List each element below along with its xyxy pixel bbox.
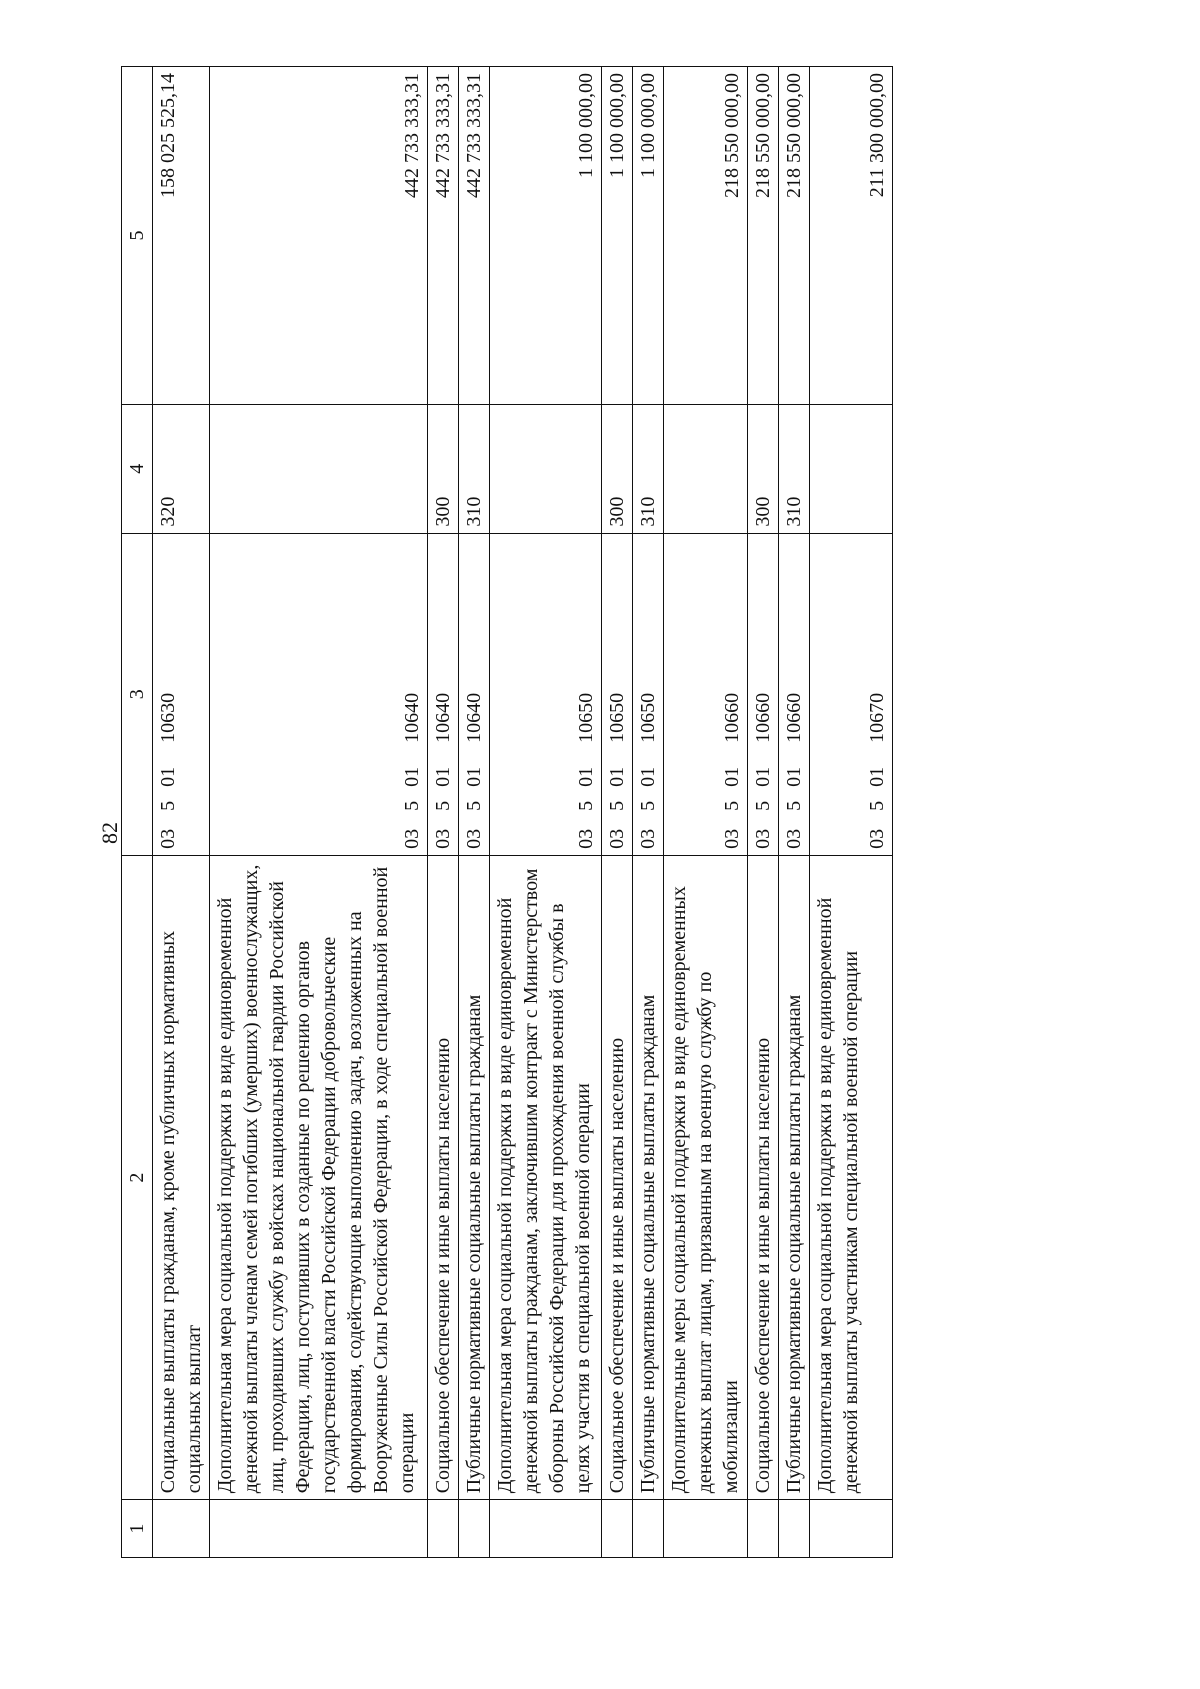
row-name-cell: Дополнительные меры социальной поддержки в виде единовременных денежных выплат лицам, призванным на военную службу по мобилизации (664, 855, 748, 1499)
row-code-cell (459, 533, 490, 855)
row-vr-cell: 300 (602, 404, 633, 533)
row-index-cell (490, 1500, 602, 1558)
code-part: 5 (637, 800, 659, 811)
row-vr-cell: 310 (779, 404, 810, 533)
row-vr-cell: 310 (633, 404, 664, 533)
code-part: 01 (401, 766, 423, 787)
table-row (779, 67, 810, 1558)
code-part: 10660 (783, 692, 805, 743)
column-number-row (122, 67, 153, 1558)
code-part: 5 (721, 800, 743, 811)
code-part: 10650 (575, 692, 597, 743)
row-vr-cell (210, 404, 428, 533)
row-amount-cell: 442 733 333,31 (210, 67, 428, 405)
row-code-cell (633, 533, 664, 855)
table-row (602, 67, 633, 1558)
code-part: 03 (783, 828, 805, 849)
code-part: 10660 (752, 692, 774, 743)
row-code-cell (490, 533, 602, 855)
row-amount-cell: 158 025 525,14 (153, 67, 210, 405)
row-index-cell (779, 1500, 810, 1558)
row-amount-cell: 1 100 000,00 (633, 67, 664, 405)
row-name-cell: Публичные нормативные социальные выплаты гражданам (633, 855, 664, 1499)
table-row (428, 67, 459, 1558)
table-row (633, 67, 664, 1558)
row-amount-cell: 211 300 000,00 (810, 67, 893, 405)
row-index-cell (153, 1500, 210, 1558)
code-part: 01 (606, 766, 628, 787)
code-part: 03 (463, 828, 485, 849)
table-row (459, 67, 490, 1558)
row-name-cell: Публичные нормативные социальные выплаты гражданам (459, 855, 490, 1499)
row-name-cell: Дополнительная мера социальной поддержки в виде единовременной денежной выплаты гражданам, заключившим контракт с Министерством обороны Российской Федерации для прохождения военной службы в целях участия в специальной военной операции (490, 855, 602, 1499)
code-part: 5 (157, 800, 179, 811)
column-number: 4 (122, 404, 153, 533)
row-index-cell (810, 1500, 893, 1558)
row-code-cell (748, 533, 779, 855)
code-part: 10640 (432, 692, 454, 743)
code-part: 5 (866, 800, 888, 811)
code-part: 10670 (866, 692, 888, 743)
code-part: 10640 (401, 692, 423, 743)
row-vr-cell (664, 404, 748, 533)
code-part: 03 (637, 828, 659, 849)
code-part: 5 (752, 800, 774, 811)
row-amount-cell: 442 733 333,31 (428, 67, 459, 405)
row-code-cell (210, 533, 428, 855)
row-code-cell (664, 533, 748, 855)
column-number: 5 (122, 67, 153, 405)
code-part: 03 (401, 828, 423, 849)
table-row (153, 67, 210, 1558)
table-body (122, 67, 893, 1558)
row-index-cell (633, 1500, 664, 1558)
code-part: 03 (606, 828, 628, 849)
row-index-cell (428, 1500, 459, 1558)
row-name-cell: Публичные нормативные социальные выплаты гражданам (779, 855, 810, 1499)
code-part: 10650 (606, 692, 628, 743)
code-part: 03 (752, 828, 774, 849)
code-part: 03 (575, 828, 597, 849)
table-row (210, 67, 428, 1558)
code-part: 10660 (721, 692, 743, 743)
row-code-cell (602, 533, 633, 855)
column-number: 1 (122, 1500, 153, 1558)
row-amount-cell: 442 733 333,31 (459, 67, 490, 405)
code-part: 5 (463, 800, 485, 811)
row-vr-cell (810, 404, 893, 533)
row-index-cell (210, 1500, 428, 1558)
row-name-cell: Социальное обеспечение и иные выплаты населению (602, 855, 633, 1499)
row-index-cell (664, 1500, 748, 1558)
table-row (810, 67, 893, 1558)
page-number: 82 (97, 822, 122, 844)
code-part: 10650 (637, 692, 659, 743)
row-code-cell (779, 533, 810, 855)
code-part: 03 (157, 828, 179, 849)
row-vr-cell: 300 (748, 404, 779, 533)
row-amount-cell: 218 550 000,00 (748, 67, 779, 405)
row-amount-cell: 218 550 000,00 (779, 67, 810, 405)
row-name-cell: Дополнительная мера социальной поддержки в виде единовременной денежной выплаты участникам специальной военной операции (810, 855, 893, 1499)
code-part: 01 (783, 766, 805, 787)
row-amount-cell: 1 100 000,00 (490, 67, 602, 405)
code-part: 03 (432, 828, 454, 849)
code-part: 01 (432, 766, 454, 787)
budget-table-rotated (121, 66, 1079, 1558)
code-part: 5 (606, 800, 628, 811)
row-index-cell (602, 1500, 633, 1558)
code-part: 01 (575, 766, 597, 787)
row-name-cell: Социальное обеспечение и иные выплаты населению (428, 855, 459, 1499)
row-name-cell: Социальное обеспечение и иные выплаты населению (748, 855, 779, 1499)
row-vr-cell (490, 404, 602, 533)
code-part: 10630 (157, 692, 179, 743)
code-part: 01 (463, 766, 485, 787)
column-number: 3 (122, 533, 153, 855)
code-part: 01 (721, 766, 743, 787)
row-vr-cell: 320 (153, 404, 210, 533)
code-part: 5 (783, 800, 805, 811)
row-name-cell: Социальные выплаты гражданам, кроме публичных нормативных социальных выплат (153, 855, 210, 1499)
code-part: 10640 (463, 692, 485, 743)
table-row (490, 67, 602, 1558)
code-part: 01 (157, 766, 179, 787)
row-index-cell (748, 1500, 779, 1558)
row-code-cell (153, 533, 210, 855)
code-part: 01 (637, 766, 659, 787)
table-row (748, 67, 779, 1558)
row-name-cell: Дополнительная мера социальной поддержки в виде единовременной денежной выплаты членам семей погибших (умерших) военнослужащих, лиц, проходивших службу в войсках национальной гвардии Российской Федерации, лиц, поступивших в созданные по решению органов государственной власти Российской Федерации добровольческие формирования, содействующие выполнению задач, возложенных на Вооруженные Силы Российской Федерации, в ходе специальной военной операции (210, 855, 428, 1499)
code-part: 5 (575, 800, 597, 811)
row-amount-cell: 1 100 000,00 (602, 67, 633, 405)
row-vr-cell: 300 (428, 404, 459, 533)
code-part: 03 (721, 828, 743, 849)
code-part: 5 (432, 800, 454, 811)
column-number: 2 (122, 855, 153, 1499)
row-code-cell (810, 533, 893, 855)
code-part: 5 (401, 800, 423, 811)
code-part: 01 (866, 766, 888, 787)
budget-table (121, 66, 893, 1558)
row-vr-cell: 310 (459, 404, 490, 533)
code-part: 03 (866, 828, 888, 849)
row-code-cell (428, 533, 459, 855)
row-index-cell (459, 1500, 490, 1558)
code-part: 01 (752, 766, 774, 787)
row-amount-cell: 218 550 000,00 (664, 67, 748, 405)
table-row (664, 67, 748, 1558)
